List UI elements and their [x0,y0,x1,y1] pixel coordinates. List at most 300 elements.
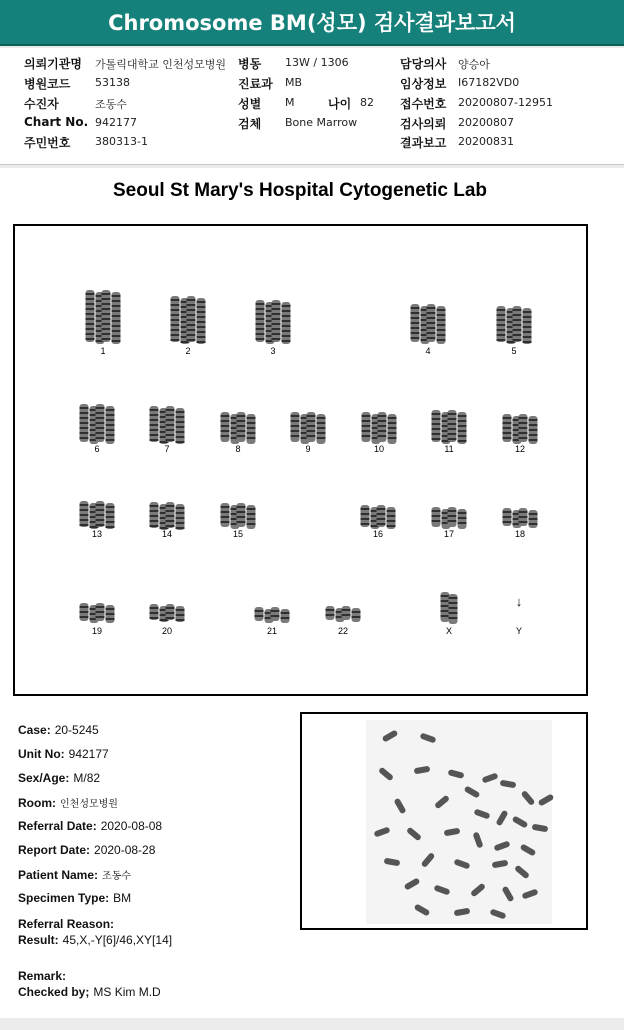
chromosome-band [448,413,457,415]
chromosome-band [307,420,316,422]
chromosome-band [166,414,175,416]
sexage-row [18,771,100,785]
result-row [18,933,172,947]
chromosome-band [112,325,121,327]
institution-value: 가톨릭대학교 인천성모병원 [95,58,227,71]
chromosome-label-9: 9 [305,444,311,454]
specimen-type-label: Specimen Type: [18,891,110,905]
chromosome-band [102,303,111,305]
chromosome-band [187,319,196,321]
chromosome-band [197,316,206,318]
chromosome-label-10: 10 [373,444,384,454]
chromosome-band [513,309,522,311]
chromosome-band [513,334,522,336]
chromosome-band [448,418,457,420]
patient-name-label: Patient Name: [18,868,99,882]
chromosome-band [272,313,281,315]
chromosome-label-13: 13 [91,529,102,539]
case-value: 20-5245 [54,723,99,737]
clinical-label: 임상정보 [400,77,447,91]
unit-label: Unit No: [18,747,65,761]
chromosome-band [427,337,436,339]
chromosome-label-19: 19 [91,626,102,636]
case-row [18,723,99,737]
chromosome-pair-10 [362,412,397,444]
patient-name-row [18,867,131,882]
chromosome-band [448,520,457,522]
chromosome-band [342,609,351,611]
chromosome-pair-8 [221,412,256,444]
chromosome-band [513,339,522,341]
chromosome-band [176,441,185,443]
chromosome-label-7: 7 [164,444,170,454]
chromosome-label-17: 17 [443,529,454,539]
chromosome-band [166,510,175,512]
chromosome-band [166,439,175,441]
chromosome-band [282,335,291,337]
chromosome-band [503,422,512,424]
chromosome-band [271,610,280,612]
chromosome-label-5: 5 [511,346,517,356]
chromosome-band [187,329,196,331]
chromosome-band [102,323,111,325]
chromosome-band [427,327,436,329]
chromosome-band [427,312,436,314]
chromosome-band [237,415,246,417]
chromosome-band [106,526,115,528]
chromosome-band [378,415,387,417]
chromosome-band [441,600,450,602]
chromosome-band [106,521,115,523]
chromosome-band [411,337,420,339]
chromosome-band [96,611,105,613]
chromosome-band [150,505,159,507]
chromosome-band [80,616,89,618]
chromosome-band [441,610,450,612]
referral-date-value: 2020-08-08 [100,819,163,833]
chromosome-band [96,504,105,506]
chromosome-band [176,614,185,616]
chromatid [256,300,265,342]
chromosome-band [271,615,280,617]
result-label: Result: [18,933,59,947]
chromosome-band [449,607,458,609]
chromosome-pair-7 [150,406,185,444]
chromosome-band [282,310,291,312]
chromosome-band [362,415,371,417]
chromosome-band [80,417,89,419]
case-label: Case: [18,723,51,737]
chromosome-band [458,420,467,422]
sexage-value: M/82 [73,771,101,785]
chromosome-band [448,510,457,512]
chromosome-band [427,322,436,324]
chromosome-pair-12 [503,414,538,444]
chromosome-band [96,412,105,414]
ward-label: 병동 [238,57,262,71]
chromosome-band [272,328,281,330]
chromosome-band [150,520,159,522]
chromosome-band [106,608,115,610]
chromosome-band [437,329,446,331]
chromatid [282,302,291,344]
karyotype-panel [13,224,588,696]
chromosome-band [197,306,206,308]
chromosome-band [106,511,115,513]
unit-row [18,747,109,761]
specimen-type-value: BM [113,891,132,905]
chromosome-band [437,314,446,316]
room-value: 인천성모병원 [60,799,118,810]
chart-label: Chart No. [24,115,89,129]
chromosome-band [519,422,528,424]
chromosome-label-Y: Y [515,626,522,636]
chromosome-band [448,433,457,435]
chromosome-label-3: 3 [270,346,276,356]
chromosome-band [166,424,175,426]
chromosome-band [197,336,206,338]
chromosome-band [317,437,326,439]
chromosome-band [106,409,115,411]
chromosome-band [282,330,291,332]
chromosome-band [86,293,95,295]
chromosome-band [503,417,512,419]
chromosome-band [458,415,467,417]
chromosome-band [96,616,105,618]
chromosome-band [247,427,256,429]
chromosome-band [458,522,467,524]
chart-value: 942177 [95,116,137,129]
chromosome-band [326,614,335,616]
chromosome-band [112,295,121,297]
chromosome-band [150,429,159,431]
chromosome-band [80,611,89,613]
chromosome-band [86,318,95,320]
chromosome-band [342,614,351,616]
chromosome-band [197,301,206,303]
chromosome-band [291,435,300,437]
referral-reason-label: Referral Reason: [18,917,115,931]
chromosome-label-X: X [445,626,452,636]
chromosome-band [317,427,326,429]
chromosome-band [529,434,538,436]
chromosome-band [432,433,441,435]
chromosome-band [519,511,528,513]
chromosome-band [86,338,95,340]
chromosome-band [387,510,396,512]
chromosome-band [112,335,121,337]
chromosome-band [513,314,522,316]
chromosome-band [387,525,396,527]
chromosome-band [176,619,185,621]
chromosome-band [171,319,180,321]
chromosome-band [166,617,175,619]
chromosome-band [432,515,441,517]
chromosome-band [247,422,256,424]
chromosome-band [497,329,506,331]
chromosome-band [86,323,95,325]
chromosome-pair-6 [80,404,115,444]
chromosome-pair-19 [80,603,115,623]
chromosome-pair-20 [150,604,185,622]
chromatid [272,300,281,342]
chromosome-band [197,321,206,323]
hospital-code-label: 병원코드 [24,77,71,91]
doctor-label: 담당의사 [400,57,447,71]
chromosome-band [80,437,89,439]
chromosome-band [221,420,230,422]
chromosome-band [106,516,115,518]
request-value: 20200807 [458,116,514,129]
metaphase-panel [300,712,588,930]
chromosome-band [221,521,230,523]
chromosome-band [458,517,467,519]
chromosome-band [247,432,256,434]
chromosome-band [171,314,180,316]
chromosome-band [362,435,371,437]
chromosome-band [432,438,441,440]
chromosome-band [247,508,256,510]
chromosome-band [307,435,316,437]
chromosome-band [437,324,446,326]
chromosome-band [106,424,115,426]
chromosome-band [171,324,180,326]
chromosome-pair-11 [432,410,467,444]
chromosome-band [176,421,185,423]
chromosome-band [237,516,246,518]
chromosome-band [441,615,450,617]
chromosome-band [187,339,196,341]
chromosome-band [387,515,396,517]
chromatid [281,609,290,623]
chromosome-pair-13 [80,501,115,529]
chromosome-band [176,411,185,413]
chromosome-band [102,308,111,310]
chromosome-band [150,409,159,411]
chromosome-band [166,515,175,517]
chromosome-band [255,610,264,612]
chromosome-band [272,323,281,325]
chromosome-band [523,326,532,328]
chromosome-band [361,523,370,525]
chromosome-band [112,320,121,322]
chromosome-band [80,407,89,409]
chromosome-band [171,304,180,306]
chromosome-band [256,318,265,320]
chromosome-band [529,513,538,515]
chromosome-band [176,431,185,433]
chromosome-band [432,418,441,420]
chromosome-band [176,426,185,428]
chromosome-band [102,338,111,340]
chromosome-label-6: 6 [94,444,100,454]
chromosome-label-4: 4 [425,346,431,356]
chromosome-band [150,515,159,517]
department-value: MB [285,76,303,89]
chromosome-band [221,516,230,518]
chromosome-band [86,333,95,335]
chromosome-band [503,437,512,439]
chromosome-band [106,506,115,508]
chromosome-band [86,308,95,310]
chromosome-band [112,305,121,307]
chromosome-band [171,339,180,341]
metaphase-image [302,714,586,928]
chromosome-pair-17 [432,507,467,529]
chromosome-band [102,313,111,315]
chromosome-band [197,331,206,333]
chromosome-pair-1 [86,290,121,344]
chromosome-band [388,437,397,439]
chromosome-band [307,430,316,432]
chromosome-label-16: 16 [372,529,383,539]
chromosome-band [449,602,458,604]
chromosome-band [291,415,300,417]
chromosome-band [282,315,291,317]
chromosome-band [437,339,446,341]
chromosome-band [171,309,180,311]
chromosome-band [378,430,387,432]
chromosome-band [80,606,89,608]
chromosome-band [171,299,180,301]
chromatid [342,606,351,620]
chromosome-band [503,427,512,429]
chromosome-band [497,314,506,316]
chromosome-band [377,508,386,510]
chromosome-band [80,412,89,414]
chromosome-band [102,328,111,330]
chromosome-pair-3 [256,300,291,344]
chromosome-band [448,423,457,425]
chromosome-band [529,429,538,431]
chromosome-band [282,320,291,322]
chromosome-pair-15 [221,503,256,529]
chromosome-band [282,340,291,342]
chromosome-band [388,417,397,419]
chromosome-band [256,313,265,315]
chromatid [255,607,264,621]
chromosome-band [378,420,387,422]
chromosome-band [96,519,105,521]
referral-date-row [18,819,162,833]
chromosome-band [221,425,230,427]
chromosome-band [247,518,256,520]
chromosome-pair-22 [326,606,361,622]
chromosome-band [513,319,522,321]
chromatid [326,606,335,620]
chromosome-band [411,317,420,319]
chromosome-band [503,432,512,434]
chromosome-pair-X [441,592,458,624]
chromosome-band [497,334,506,336]
chromosome-band [307,425,316,427]
chromosome-band [112,330,121,332]
chromosome-band [529,518,538,520]
result-report-label: 결과보고 [400,136,447,150]
specimen-type-row [18,891,131,905]
clinical-value: I67182VD0 [458,76,520,89]
chromosome-band [247,523,256,525]
chromosome-band [96,417,105,419]
room-row [18,795,118,810]
chromosome-band [519,521,528,523]
chromosome-band [166,434,175,436]
resident-value: 380313-1 [95,135,148,148]
chromosome-band [171,334,180,336]
chromosome-band [197,341,206,343]
chromosome-band [166,612,175,614]
chromosome-band [187,324,196,326]
chromosome-band [247,417,256,419]
chromosome-label-8: 8 [235,444,241,454]
chromosome-band [411,312,420,314]
chromosome-band [411,332,420,334]
chromosome-band [256,308,265,310]
checked-label: Checked by; [18,985,90,999]
chromosome-band [150,419,159,421]
recipient-label: 수진자 [24,97,59,111]
report-date-value: 2020-08-28 [94,843,156,857]
hospital-code-value: 53138 [95,76,130,89]
chromosome-band [80,509,89,511]
chromosome-pair-9 [291,412,326,444]
chromosome-band [197,311,206,313]
chromosome-band [96,606,105,608]
chromosome-band [272,303,281,305]
chromosome-band [497,309,506,311]
chromosome-band [448,428,457,430]
chromosome-band [150,414,159,416]
chromosome-label-22: 22 [337,626,348,636]
result-report-value: 20200831 [458,135,514,148]
chromosome-band [361,513,370,515]
chromosome-band [80,504,89,506]
chromosome-band [166,409,175,411]
chromosome-band [317,422,326,424]
report-title: Chromosome BM(성모) 검사결과보고서 [0,0,624,46]
chromosome-band [272,333,281,335]
chromosome-band [449,612,458,614]
chromatid [352,608,361,622]
chromosome-band [503,516,512,518]
chromosome-band [176,507,185,509]
chromosome-band [377,518,386,520]
chromosome-band [388,432,397,434]
chromosome-band [519,417,528,419]
chromosome-band [221,435,230,437]
resident-label: 주민번호 [24,136,71,150]
chromosome-band [106,434,115,436]
chromosome-band [361,518,370,520]
chromosome-band [96,514,105,516]
chromosome-band [256,303,265,305]
chromosome-band [497,339,506,341]
lab-title: Seoul St Mary's Hospital Cytogenetic Lab [112,180,488,201]
chromosome-band [523,341,532,343]
chromosome-band [523,311,532,313]
chromosome-band [432,428,441,430]
institution-label: 의뢰기관명 [24,57,82,71]
recipient-value: 조동수 [95,98,127,111]
chromosome-band [106,414,115,416]
chromosome-band [307,415,316,417]
chromosome-band [80,524,89,526]
chromosome-band [150,607,159,609]
chromosome-band [519,427,528,429]
chromosome-band [523,336,532,338]
chromosome-band [503,511,512,513]
chromosome-band [513,329,522,331]
